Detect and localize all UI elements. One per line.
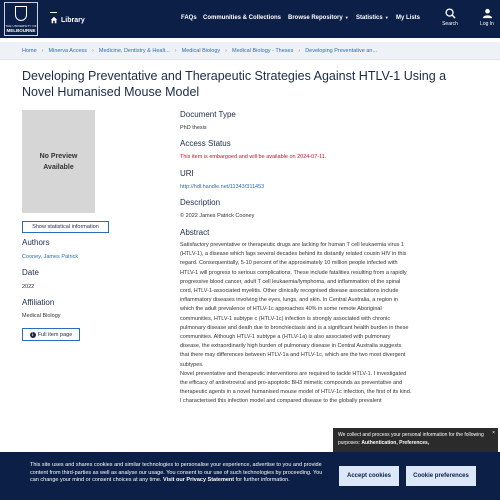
affiliation-heading: Affiliation: [22, 298, 55, 307]
search-icon: [445, 8, 456, 19]
privacy-statement-link[interactable]: Visit our Privacy Statement: [163, 477, 235, 483]
cookie-banner-message: This site uses and shares cookies and similar technologies to personalise your experience, advertise to you and provide content from third-parties as well as analyse our usage. You consent to our use of such technologies by proceeding. You can change your mind or consent choices at any time.: [30, 462, 323, 483]
breadcrumb-department[interactable]: Medical Biology: [181, 48, 221, 54]
cookie-banner-tail: for further information.: [235, 477, 290, 483]
nav-statistics[interactable]: [356, 15, 389, 21]
breadcrumb-home[interactable]: Home: [22, 48, 37, 54]
site-header: [0, 0, 500, 38]
abstract-body: [180, 241, 412, 407]
affiliation-value: Medical Biology: [22, 313, 61, 319]
embargo-notice: This item is embargoed and will be available on 2024-07-11.: [180, 154, 327, 160]
breadcrumb-current: Developing Preventative an...: [305, 48, 378, 54]
show-statistics-button[interactable]: Show statistical information: [22, 221, 109, 233]
nav-browse[interactable]: [288, 15, 349, 21]
abstract-heading: Abstract: [180, 228, 210, 237]
info-icon: i: [30, 332, 36, 338]
abstract-paragraph-2: Novel preventative and therapeutic interventions are required to tackle HTLV-1. I investigated the efficacy of antiretroviral and pro-apoptotic BH3 mimetic compounds as preventative and therapeutic agents in a novel humanised mouse model of HTLV-1c infection, the first of its kind. I characterised this infection model and compared disease to the globally prevalent: [180, 370, 412, 405]
breadcrumb-minerva[interactable]: Minerva Access: [48, 48, 88, 54]
breadcrumb-faculty[interactable]: Medicine, Dentistry & Healt...: [98, 48, 170, 54]
preview-line2: Available: [43, 163, 74, 171]
breadcrumb-separator: ›: [225, 48, 228, 54]
author-link[interactable]: Cooney, James Patrick: [22, 254, 79, 260]
date-value: 2022: [22, 284, 35, 290]
uri-heading: URI: [180, 169, 194, 178]
search-button[interactable]: [438, 8, 462, 27]
breadcrumb: [0, 42, 500, 60]
nav-my-lists[interactable]: [396, 15, 420, 21]
cookie-popup-purposes: Authentication, Preferences,: [361, 439, 430, 446]
chevron-down-icon: ▼: [384, 15, 389, 20]
nav-communities[interactable]: [203, 15, 281, 21]
nav-statistics-label: Statistics: [356, 15, 383, 21]
nav-faqs-label: FAQs: [181, 15, 197, 21]
breadcrumb-separator: ›: [92, 48, 94, 54]
description-value: © 2022 James Patrick Cooney: [180, 213, 255, 219]
nav-browse-label: Browse Repository: [288, 15, 343, 21]
cookie-banner-text: [30, 462, 325, 485]
date-heading: Date: [22, 268, 39, 277]
preview-line1: No Preview: [39, 152, 78, 160]
abstract-paragraph-1: Satisfactory preventative or therapeutic drugs are lacking for human T cell leukaemia virus 1 (HTLV-1), a disease which lags several decades behind its distantly related cousin HIV in this regard. Consequentially, 5-10 percent of the approximately 10 million people infected with HTLV-1 will progress to serious complications. These include fatalities resulting from a rapidly progressive blood cancer, adult T cell leukaemia/lymphoma, and inflammation of the spinal cord, HTLV-1-associated myelitis. Other clinically recognised disease associations include inflammatory diseases involving the eyes, lungs, and skin. In Central Australia, a region in which the adult prevalence of HTLV-1c approaches 40% in some remote Aboriginal communities, HTLV-1 subtype c (HTLV-1c) infection is strongly associated with chronic pulmonary disease and death due to bronchiectasis and is a significant health burden in these communities. Although HTLV-1 subtype a (HTLV-1a) is also associated with pulmonary disease, the extraordinarily high burden of pulmonary disease in Central Australia suggests that there may differences between HTLV-1a and HTLV-1c, which are the two most divergent subtypes.: [180, 242, 409, 368]
search-label: Search: [442, 21, 458, 27]
university-logo[interactable]: [4, 2, 38, 36]
document-type-value: PhD thesis: [180, 125, 207, 131]
accept-cookies-button[interactable]: Accept cookies: [339, 466, 399, 486]
logo-line2: MELBOURNE: [6, 28, 36, 33]
login-label: Log In: [480, 21, 494, 27]
user-icon: [482, 8, 493, 19]
breadcrumb-separator: ›: [174, 48, 177, 54]
chevron-down-icon: ▼: [344, 15, 349, 20]
logo-line1: THE UNIVERSITY OF: [5, 24, 37, 28]
breadcrumb-separator: ›: [41, 48, 44, 54]
full-item-label: Full item page: [37, 331, 73, 338]
full-item-page-button[interactable]: [22, 328, 80, 341]
crest-icon: [15, 6, 27, 21]
nav-faqs[interactable]: [181, 15, 197, 21]
library-home-link[interactable]: [50, 16, 85, 24]
thumbnail-placeholder: [22, 110, 95, 213]
close-icon[interactable]: ×: [492, 430, 495, 436]
nav-my-lists-label: My Lists: [396, 15, 421, 21]
document-type-heading: Document Type: [180, 110, 236, 119]
cookie-preferences-button[interactable]: Cookie preferences: [406, 466, 476, 486]
cookie-popup-text: We collect and process your personal information for the following purposes:: [338, 432, 484, 446]
breadcrumb-separator: ›: [298, 48, 301, 54]
description-heading: Description: [180, 198, 221, 207]
page-title: Developing Preventative and Therapeutic Strategies Against HTLV-1 Using a Novel Humanised Mouse Model: [22, 69, 447, 99]
home-icon: [50, 16, 58, 24]
uri-link[interactable]: http://hdl.handle.net/11343/311453: [180, 184, 265, 190]
breadcrumb-collection[interactable]: Medical Biology - Theses: [232, 48, 294, 54]
authors-heading: Authors: [22, 238, 50, 247]
access-status-heading: Access Status: [180, 139, 231, 148]
nav-communities-label: Communities & Collections: [203, 15, 282, 21]
library-accent-bar: [50, 12, 57, 13]
login-button[interactable]: [476, 8, 498, 27]
library-label: Library: [61, 16, 85, 24]
